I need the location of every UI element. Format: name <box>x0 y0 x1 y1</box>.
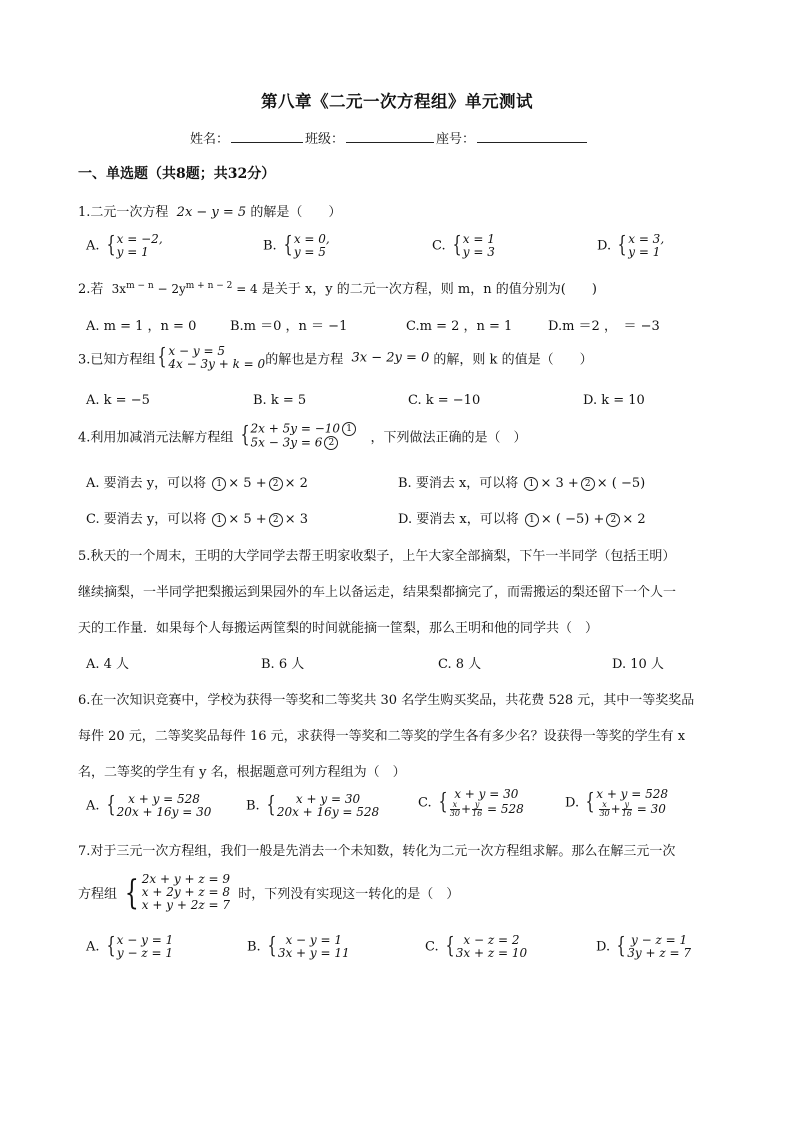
q5-option-d[interactable]: D. 10 人 <box>612 657 664 672</box>
q4-option-b[interactable]: B. 要消去 x，可以将 1 × 3 + 2 × ( −5) <box>398 476 646 491</box>
question-5-line-1: 5.秋天的一个周末，王明的大学同学去帮王明家收梨子，上午大家全部摘梨，下午一半同学（包括王明） <box>78 549 676 564</box>
q2-option-b[interactable]: B.m ＝0 ，n ＝ −1 <box>230 319 348 334</box>
q7-option-a[interactable]: A. { x − y = 1 y − z = 1 <box>86 933 174 960</box>
seat-label: 座号： <box>436 132 476 147</box>
question-5-line-2: 继续摘梨，一半同学把梨搬运到果园外的车上以备运走，结果梨都摘完了，而需搬运的梨还留下一个人一 <box>78 585 677 600</box>
question-5-line-3: 天的工作量．如果每个人每搬运两筐梨的时间就能摘一筐梨，那么王明和他的同学共（ ） <box>78 621 599 636</box>
question-3: 3.已知方程组 { x − y = 5 4x − 3y + k = 0 的解也是方程 3x − 2y = 0 的解，则 k 的值是（ ） <box>78 344 593 371</box>
circle-1-icon: 1 <box>342 422 356 436</box>
seat-blank[interactable] <box>477 128 587 143</box>
q6-option-a[interactable]: A. { x + y = 528 20x + 16y = 30 <box>86 792 212 819</box>
q5-option-c[interactable]: C. 8 人 <box>438 657 482 672</box>
question-6-line-2: 每件 20 元，二等奖奖品每件 16 元，求获得一等奖和二等奖的学生各有多少名？设获得一等奖的学生有 x <box>78 729 686 744</box>
class-label: 班级： <box>305 132 345 147</box>
circle-2-icon: 2 <box>581 477 595 491</box>
circle-1-icon: 1 <box>212 477 226 491</box>
question-1: 1.二元一次方程 2x − y = 5 的解是（ ） <box>78 205 342 220</box>
q1-option-c[interactable]: C. { x = 1 y = 3 <box>432 232 495 259</box>
q7-option-c[interactable]: C. { x − z = 2 3x + z = 10 <box>425 933 528 960</box>
q1-option-d[interactable]: D. { x = 3, y = 1 <box>597 232 665 259</box>
circle-2-icon: 2 <box>324 436 338 450</box>
circle-1-icon: 1 <box>212 513 226 527</box>
circle-1-icon: 1 <box>525 513 539 527</box>
q6-option-c[interactable]: C. { x + y = 30 $\frac{x}{30}$ + $\frac{y}{16}$ = 528 <box>418 787 524 818</box>
circle-2-icon: 2 <box>269 513 283 527</box>
class-blank[interactable] <box>346 128 434 143</box>
q3-option-a[interactable]: A. k = −5 <box>86 393 150 408</box>
circle-1-icon: 1 <box>524 477 538 491</box>
student-info-line <box>190 128 589 147</box>
circle-2-icon: 2 <box>606 513 620 527</box>
question-6-line-1: 6.在一次知识竞赛中，学校为获得一等奖和二等奖共 30 名学生购买奖品，共花费 528 元，其中一等奖奖品 <box>78 693 695 708</box>
page-title: 第八章《二元一次方程组》单元测试 <box>261 92 533 111</box>
name-blank[interactable] <box>231 128 303 143</box>
section-heading: 一、单选题（共8题；共32分） <box>78 166 276 182</box>
q6-option-b[interactable]: B. { x + y = 30 20x + 16y = 528 <box>246 792 380 819</box>
question-6-line-3: 名，二等奖的学生有 y 名，根据题意可列方程组为（ ） <box>78 765 406 780</box>
q3-option-c[interactable]: C. k = −10 <box>408 393 481 408</box>
question-4: 4.利用加减消元法解方程组 { 2x + 5y = −10 1 5x − 3y = 6 2 ，下列做法正确的是（ ） <box>78 421 527 450</box>
question-2: 2.若 $3x^{m - n} - 2y^{m + n - 2} = 4$ 是关于 x，y 的二元一次方程，则 m，n 的值分别为( ) <box>78 281 597 297</box>
q4-option-d[interactable]: D. 要消去 x，可以将 1 × ( −5) + 2 × 2 <box>398 512 646 527</box>
q4-option-c[interactable]: C. 要消去 y，可以将 1 × 5 + 2 × 3 <box>86 512 308 527</box>
name-label: 姓名： <box>190 132 230 147</box>
circle-2-icon: 2 <box>269 477 283 491</box>
q1-option-b[interactable]: B. { x = 0, y = 5 <box>263 232 330 259</box>
question-7-line-1: 7.对于三元一次方程组，我们一般是先消去一个未知数，转化为二元一次方程组求解。那么在解三元一次 <box>78 844 676 859</box>
q1-option-a[interactable]: A. { x = −2, y = 1 <box>86 232 163 259</box>
q2-option-c[interactable]: C.m = 2 ，n = 1 <box>406 319 513 334</box>
q3-option-b[interactable]: B. k = 5 <box>253 393 307 408</box>
question-7-line-2: 方程组 { 2x + y + z = 9 x + 2y + z = 8 x + y + 2z = 7 时，下列没有实现这一转化的是（ ） <box>78 872 460 913</box>
q6-option-d[interactable]: D. { x + y = 528 $\frac{x}{30}$ + $\frac{y}{16}$ = 30 <box>565 787 669 818</box>
q5-option-a[interactable]: A. 4 人 <box>86 657 130 672</box>
q4-option-a[interactable]: A. 要消去 y，可以将 1 × 5 + 2 × 2 <box>86 476 308 491</box>
q2-option-a[interactable]: A. m = 1 ，n = 0 <box>86 319 197 334</box>
q3-option-d[interactable]: D. k = 10 <box>583 393 645 408</box>
q5-option-b[interactable]: B. 6 人 <box>261 657 305 672</box>
q7-option-b[interactable]: B. { x − y = 1 3x + y = 11 <box>247 933 350 960</box>
q7-option-d[interactable]: D. { y − z = 1 3y + z = 7 <box>596 933 691 960</box>
q2-option-d[interactable]: D.m ＝2 ， ＝ −3 <box>548 319 660 334</box>
